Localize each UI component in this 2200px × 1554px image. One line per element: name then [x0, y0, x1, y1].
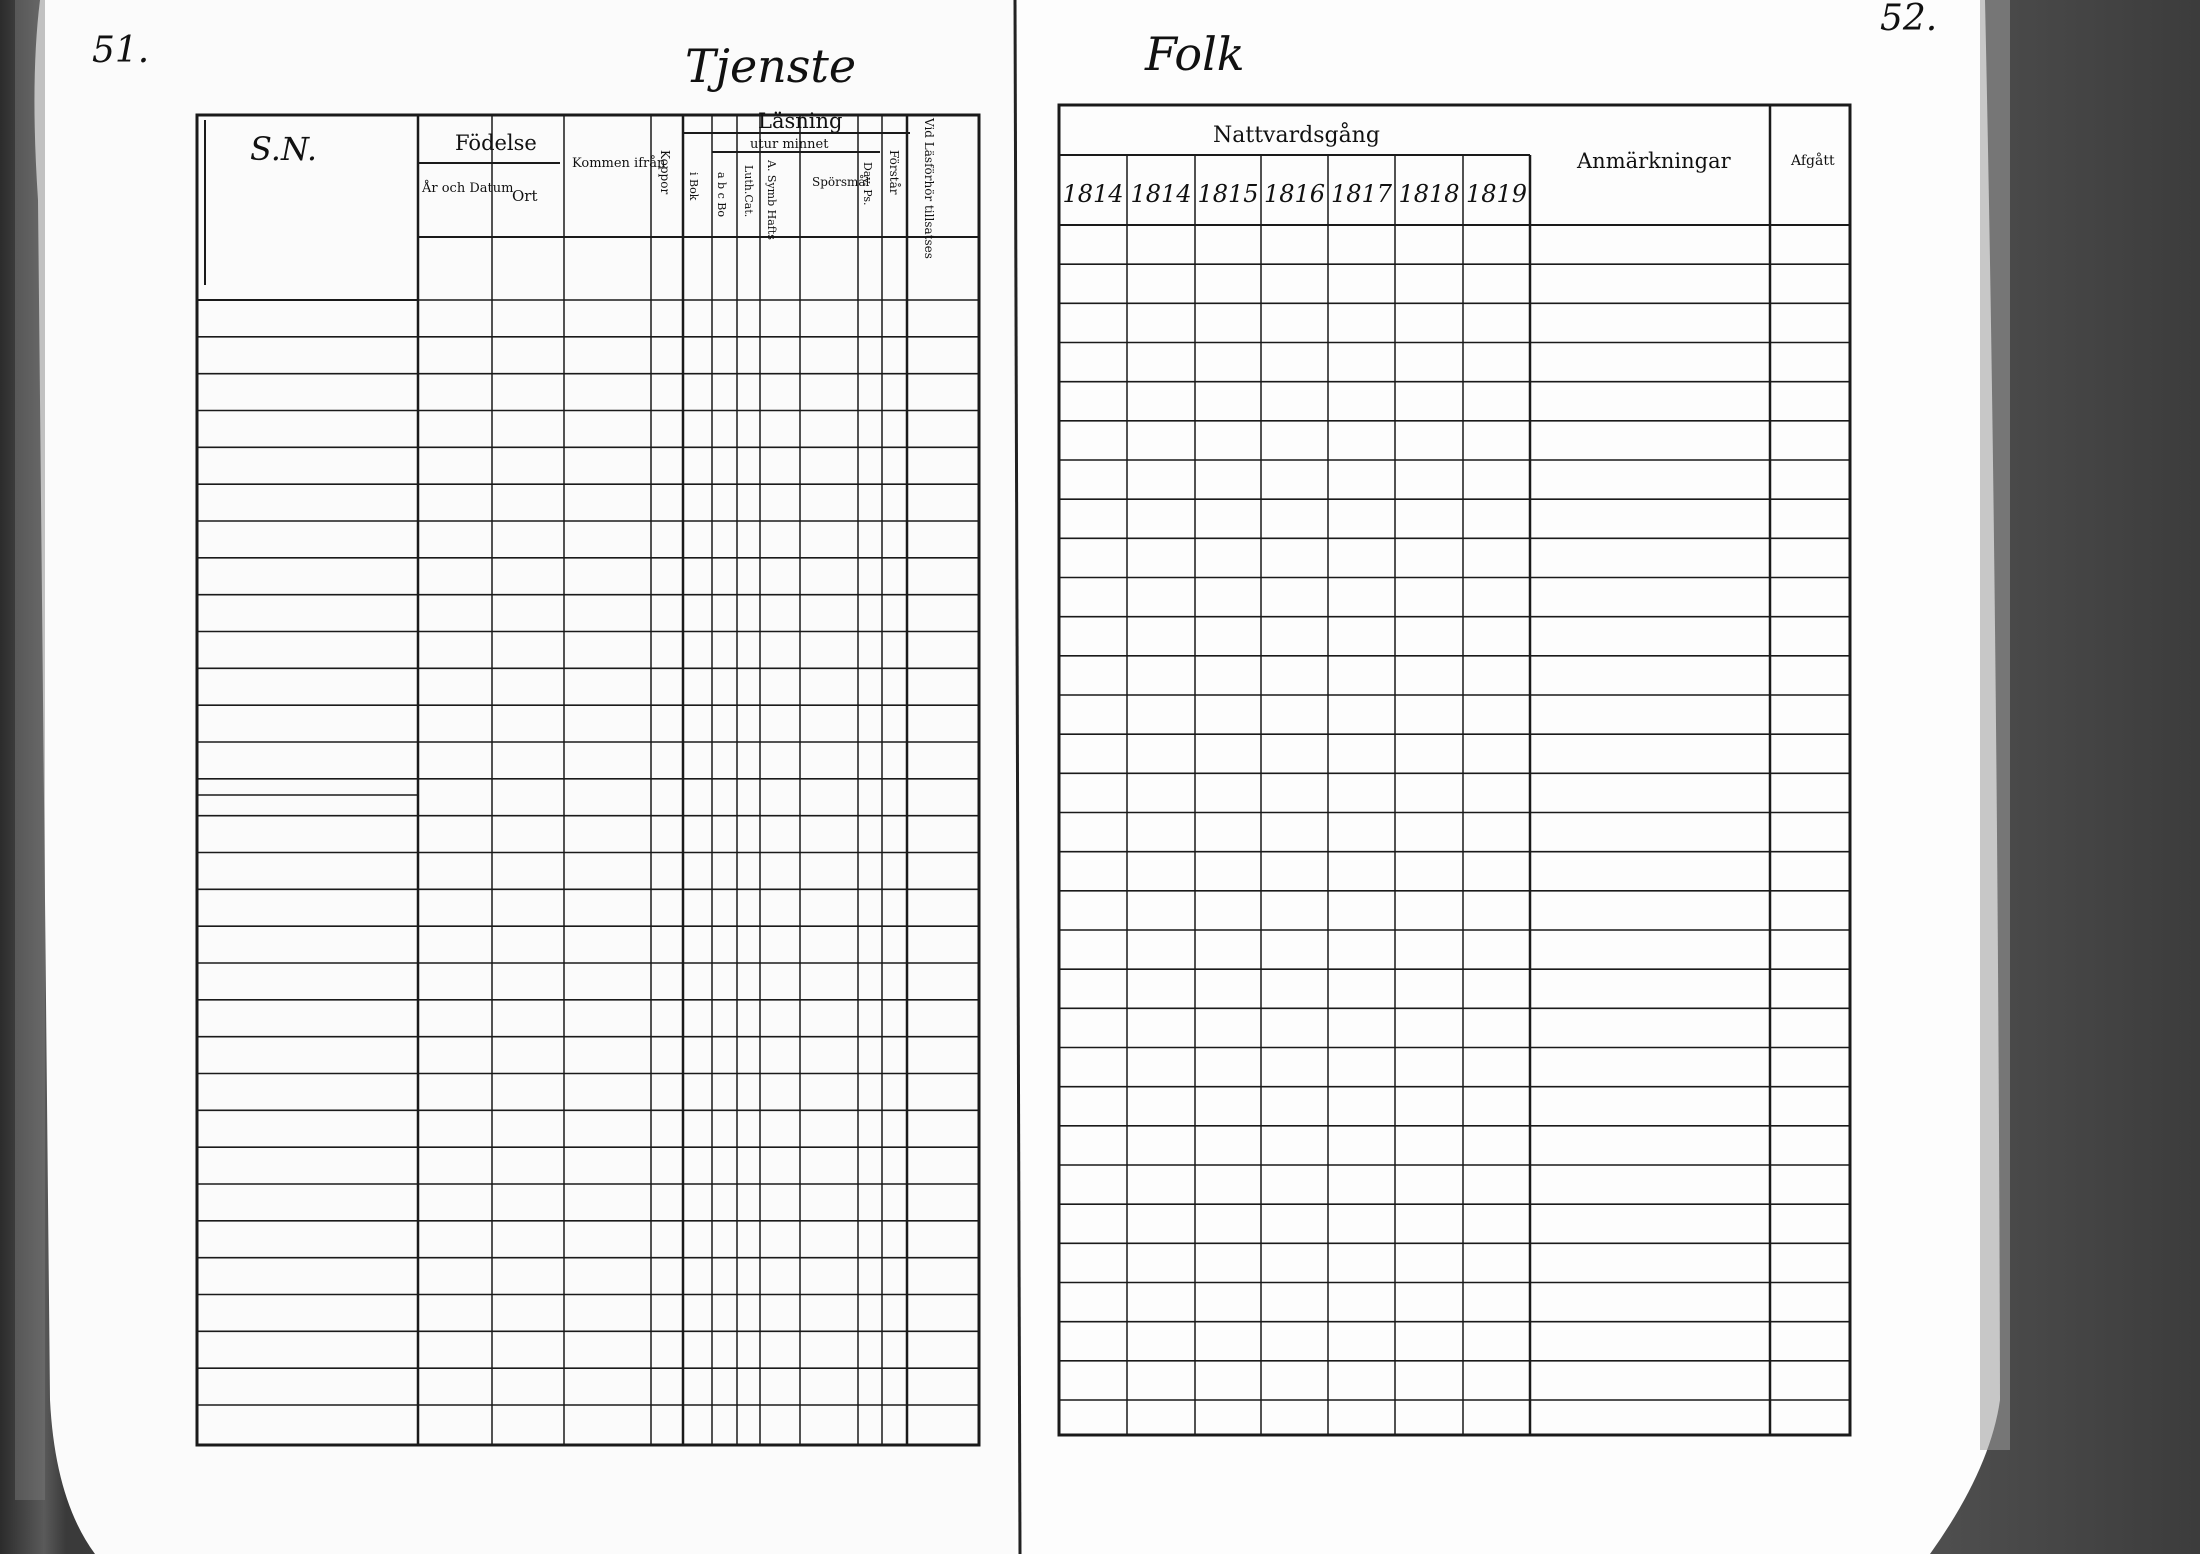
- afgatt-header: Afgått: [1791, 153, 1835, 169]
- kommen-fran-header: Kommen ifrån: [572, 156, 666, 171]
- forstar-header: Förstår: [887, 150, 901, 195]
- utur-minnet-header: utur minnet: [750, 137, 829, 152]
- nattvardsgang-header: Nattvardsgång: [1213, 123, 1380, 148]
- year-header: 1814: [1062, 180, 1124, 208]
- i-bok-header: i Bok: [687, 172, 700, 201]
- year-header: 1815: [1197, 180, 1259, 208]
- koppor-header: Koppor: [658, 150, 672, 195]
- dav-ps-header: Dav. Ps.: [861, 162, 874, 206]
- ort-header: Ort: [512, 187, 538, 205]
- left-page-edge: [15, 0, 45, 1500]
- ar-och-datum-header: År och Datum: [422, 181, 514, 196]
- luth-cat-header: Luth.Cat.: [742, 165, 755, 218]
- right-page-number: 52.: [1880, 0, 1938, 39]
- year-header: 1819: [1465, 180, 1528, 208]
- right-page-edge: [1980, 0, 2010, 1450]
- anmarkningar-header: Anmärkningar: [1577, 149, 1731, 173]
- name-column-header: S.N.: [250, 130, 318, 168]
- year-header: 1818: [1398, 180, 1460, 208]
- lasning-header: Läsning: [758, 109, 843, 133]
- year-header: 1814: [1130, 180, 1192, 208]
- abc-bok-header: a b c Bo: [715, 172, 728, 217]
- sporsmal-header: Spörsmål: [812, 175, 870, 189]
- vid-lasforhor-header: Vid Läsförhör tillsatses: [922, 118, 936, 259]
- year-header: 1817: [1330, 180, 1393, 208]
- left-page-paper: [34, 0, 1015, 1554]
- left-page-title: Tjenste: [685, 39, 857, 93]
- left-page-number: 51.: [92, 30, 150, 71]
- right-page-title: Folk: [1145, 27, 1245, 81]
- year-header: 1816: [1263, 180, 1326, 208]
- year-headers: [1062, 180, 1527, 208]
- fodelse-header: Födelse: [455, 131, 537, 155]
- a-symb-hafts-header: A. Symb Hafts: [765, 160, 778, 240]
